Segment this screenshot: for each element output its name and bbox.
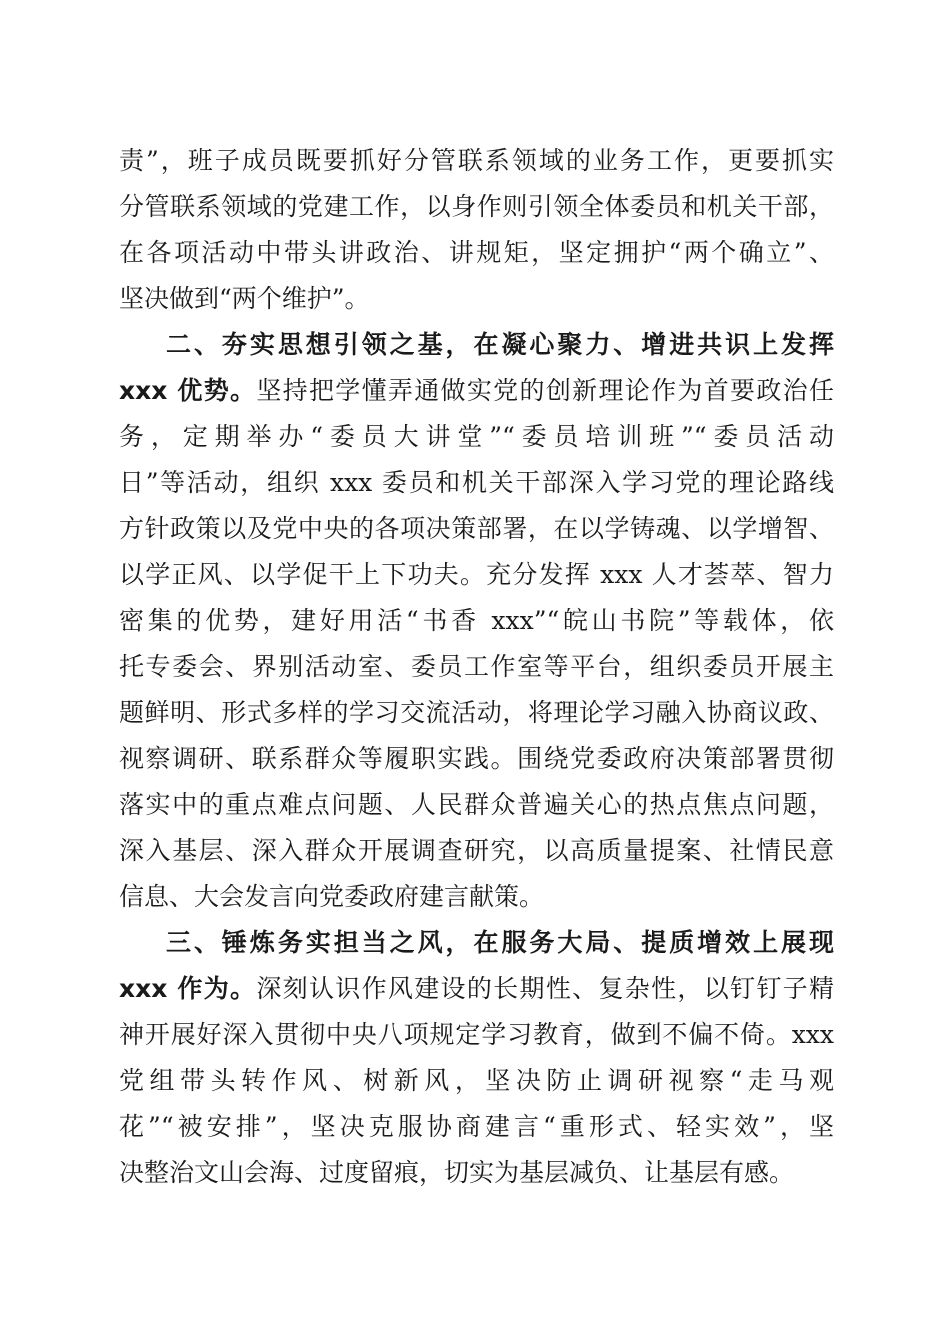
paragraph-3-line-5: 花”“被安排”，坚决克服协商建言“重形式、轻实效”，坚: [119, 1112, 834, 1141]
paragraph-1-line-3: 在各项活动中带头讲政治、讲规矩，坚定拥护“两个确立”、: [119, 238, 834, 267]
paragraph-2-line-8: 托专委会、界别活动室、委员工作室等平台，组织委员开展主: [119, 652, 834, 681]
paragraph-2-line-7: 密集的优势，建好用活“书香 xxx”“皖山书院”等载体，依: [119, 606, 834, 635]
paragraph-3-line-2: [119, 967, 834, 1011]
paragraph-2-line-5: 方针政策以及党中央的各项决策部署，在以学铸魂、以学增智、: [119, 514, 834, 543]
paragraph-2-line-9: 题鲜明、形式多样的学习交流活动，将理论学习融入协商议政、: [119, 698, 834, 727]
paragraph-1-line-1: 责”，班子成员既要抓好分管联系领域的业务工作，更要抓实: [119, 146, 834, 175]
paragraph-3-line-2-text: 深刻认识作风建设的长期性、复杂性，以钉钉子精: [256, 974, 834, 1003]
paragraph-2-line-11: 落实中的重点难点问题、人民群众普遍关心的热点焦点问题，: [119, 790, 834, 819]
paragraph-2-line-13: 信息、大会发言向党委政府建言献策。: [119, 882, 545, 911]
paragraph-2-line-4: 日”等活动，组织 xxx 委员和机关干部深入学习党的理论路线: [119, 468, 834, 497]
paragraph-2-line-2: [119, 369, 834, 413]
paragraph-2-line-6: 以学正风、以学促干上下功夫。充分发挥 xxx 人才荟萃、智力: [119, 560, 834, 589]
paragraph-3-line-3: 神开展好深入贯彻中央八项规定学习教育，做到不偏不倚。xxx: [119, 1020, 834, 1049]
paragraph-1-line-2: 分管联系领域的党建工作，以身作则引领全体委员和机关干部，: [119, 192, 834, 221]
paragraph-1-line-4: 坚决做到“两个维护”。: [119, 284, 370, 313]
paragraph-2-line-2-text: 坚持把学懂弄通做实党的创新理论作为首要政治任: [256, 376, 834, 405]
section-3-heading-tail: xxx 作为。: [119, 974, 257, 1003]
paragraph-2-line-12: 深入基层、深入群众开展调查研究，以高质量提案、社情民意: [119, 836, 834, 865]
paragraph-3-line-6: 决整治文山会海、过度留痕，切实为基层减负、让基层有感。: [119, 1158, 795, 1187]
section-2-heading-tail: xxx 优势。: [119, 376, 257, 405]
section-3-heading: 三、锤炼务实担当之风，在服务大局、提质增效上展现: [166, 928, 834, 957]
paragraph-2-line-10: 视察调研、联系群众等履职实践。围绕党委政府决策部署贯彻: [119, 744, 834, 773]
section-2-heading: 二、夯实思想引领之基，在凝心聚力、增进共识上发挥: [166, 330, 834, 359]
paragraph-2-line-3: 务，定期举办“委员大讲堂”“委员培训班”“委员活动: [119, 422, 834, 451]
paragraph-3-line-4: 党组带头转作风、树新风，坚决防止调研视察“走马观: [119, 1066, 834, 1095]
